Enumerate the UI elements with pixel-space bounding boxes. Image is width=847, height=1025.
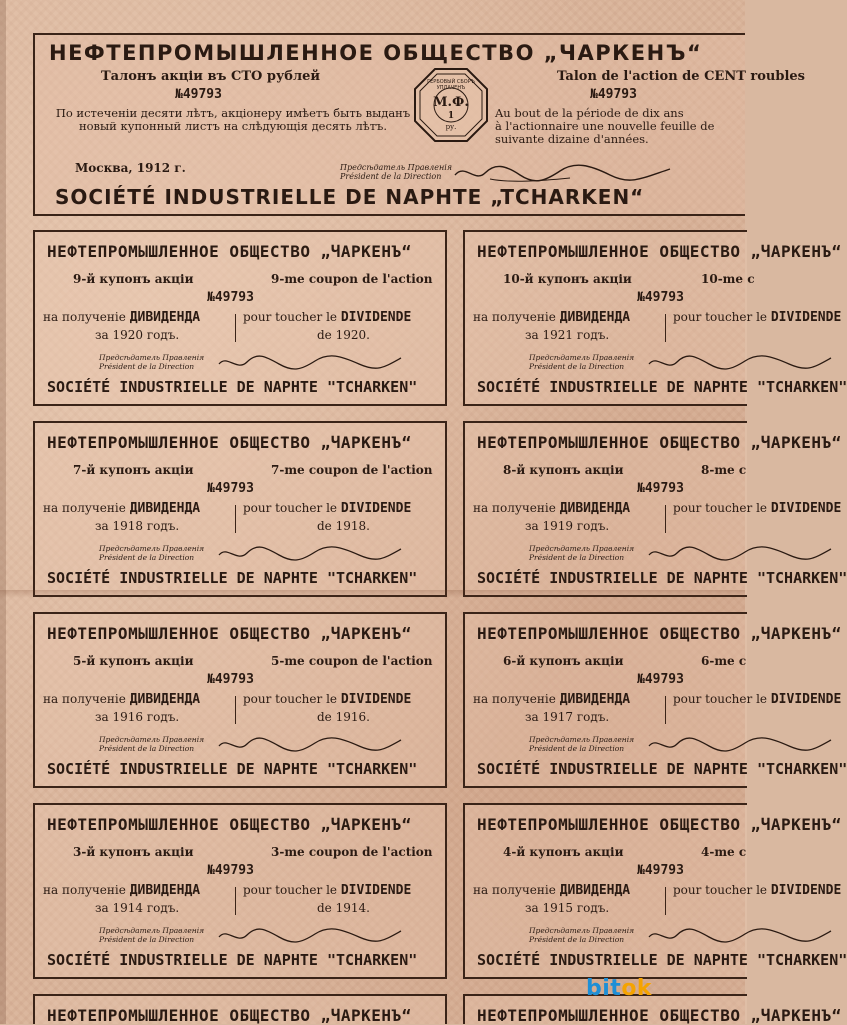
coupon-dividend-fr: pour toucher le DIVIDENDE [243, 692, 412, 707]
place-date: Москва, 1912 г. [75, 161, 186, 175]
share-number-fr: №49793 [590, 87, 637, 102]
watermark-text-b: ok [621, 976, 653, 1001]
talon-text-fr: Au bout de la période de dix ans à l'actionnaire une nouvelle feuille de suivante dizaine d'années. [495, 106, 715, 146]
stamp-center-text: М.Ф. [433, 95, 469, 110]
coupon-divider [665, 696, 666, 724]
coupon-label-fr: 7-me coupon de l'action [271, 463, 433, 477]
coupon-chairman-label: Предсѣдатель Правленія Président de la Direction [99, 926, 205, 944]
coupon-title-fr: SOCIÉTÉ INDUSTRIELLE DE NAPHTE "TCHARKEN" [47, 569, 418, 587]
coupon-number: №49793 [207, 672, 254, 687]
dividend-coupon [33, 803, 447, 979]
coupon-number: №49793 [207, 290, 254, 305]
coupon-signature-icon [215, 543, 405, 565]
coupon-title-fr: SOCIÉTÉ INDUSTRIELLE DE NAPHTE "TCHARKEN" [477, 951, 847, 969]
coupon-divider [665, 314, 666, 342]
company-title-fr: SOCIÉTÉ INDUSTRIELLE DE NAPHTE „TCHARKEN“ [55, 185, 645, 209]
coupon-year-ru: за 1916 годъ. [95, 710, 180, 724]
coupon-year-fr: de 1918. [317, 519, 370, 533]
coupon-dividend-fr: pour toucher le DIVIDENDE [673, 501, 842, 516]
coupon-title-ru: НЕФТЕПРОМЫШЛЕННОЕ ОБЩЕСТВО „ЧАРКЕНЪ“ [477, 242, 842, 261]
paper-fold-shadow [0, 590, 745, 598]
coupon-chairman-label: Предсѣдатель Правленія Président de la Direction [99, 735, 205, 753]
coupon-dividend-ru: на полученіе ДИВИДЕНДА [473, 692, 631, 707]
coupon-title-ru: НЕФТЕПРОМЫШЛЕННОЕ ОБЩЕСТВО „ЧАРКЕНЪ“ [47, 624, 412, 643]
coupon-title-fr: SOCIÉTÉ INDUSTRIELLE DE NAPHTE "TCHARKEN" [477, 760, 847, 778]
coupon-dividend-fr: pour toucher le DIVIDENDE [243, 310, 412, 325]
coupon-number: №49793 [637, 290, 684, 305]
coupon-dividend-fr: pour toucher le DIVIDENDE [243, 883, 412, 898]
dividend-coupon [33, 612, 447, 788]
coupon-divider [665, 887, 666, 915]
coupon-number: №49793 [637, 863, 684, 878]
coupon-dividend-ru: на полученіе ДИВИДЕНДА [43, 501, 201, 516]
stamp-value: 1 [447, 111, 455, 121]
coupon-title-fr: SOCIÉTÉ INDUSTRIELLE DE NAPHTE "TCHARKEN" [47, 951, 418, 969]
talon-label-ru: Талонъ акціи въ СТО рублей [101, 69, 321, 84]
watermark-logo [586, 976, 652, 1001]
coupon-label-fr: 5-me coupon de l'action [271, 654, 433, 668]
coupon-number: №49793 [207, 863, 254, 878]
coupon-year-ru: за 1921 годъ. [525, 328, 610, 342]
coupon-title-ru: НЕФТЕПРОМЫШЛЕННОЕ ОБЩЕСТВО „ЧАРКЕНЪ“ [477, 624, 842, 643]
coupon-dividend-ru: на полученіе ДИВИДЕНДА [43, 692, 201, 707]
coupon-year-fr: de 1914. [317, 901, 370, 915]
dividend-coupon [463, 612, 847, 788]
chairman-signature-icon [450, 161, 675, 185]
coupon-signature-icon [215, 734, 405, 756]
dividend-coupon [33, 230, 447, 406]
dividend-coupon-partial [33, 994, 447, 1024]
coupon-signature-icon [215, 925, 405, 947]
coupon-dividend-fr: pour toucher le DIVIDENDE [673, 883, 842, 898]
coupon-title-ru: НЕФТЕПРОМЫШЛЕННОЕ ОБЩЕСТВО „ЧАРКЕНЪ“ [47, 433, 412, 452]
coupon-title-fr: SOCIÉTÉ INDUSTRIELLE DE NAPHTE "TCHARKEN" [47, 378, 418, 396]
watermark-text-a: bit [586, 976, 622, 1001]
coupon-number: №49793 [637, 481, 684, 496]
coupon-year-ru: за 1919 годъ. [525, 519, 610, 533]
coupon-label-fr: 8-me c [701, 463, 747, 477]
coupon-label-ru: 7-й купонъ акціи [73, 463, 194, 477]
coupon-label-fr: 6-me c [701, 654, 747, 668]
coupon-divider [235, 314, 236, 342]
coupon-divider [235, 696, 236, 724]
coupon-label-fr: 10-me c [701, 272, 755, 286]
share-number-ru: №49793 [175, 87, 222, 102]
coupon-dividend-ru: на полученіе ДИВИДЕНДА [473, 310, 631, 325]
coupon-dividend-ru: на полученіе ДИВИДЕНДА [43, 310, 201, 325]
coupon-chairman-label: Предсѣдатель Правленія Président de la Direction [529, 735, 635, 753]
coupon-dividend-fr: pour toucher le DIVIDENDE [673, 310, 842, 325]
talon-text-ru: По истеченіи десяти лѣтъ, акціонеру имѣетъ быть выданъ новый купонный листъ на слѣдующія десять лѣтъ. [55, 106, 411, 133]
coupon-signature-icon [645, 352, 835, 374]
revenue-stamp [413, 67, 489, 143]
dividend-coupon [463, 421, 847, 597]
coupon-label-fr: 9-me coupon de l'action [271, 272, 433, 286]
coupon-title-fr: SOCIÉTÉ INDUSTRIELLE DE NAPHTE "TCHARKEN" [47, 760, 418, 778]
coupon-year-fr: de 1916. [317, 710, 370, 724]
coupon-signature-icon [645, 543, 835, 565]
coupon-title-ru: НЕФТЕПРОМЫШЛЕННОЕ ОБЩЕСТВО „ЧАРКЕНЪ“ [477, 815, 842, 834]
coupon-dividend-fr: pour toucher le DIVIDENDE [673, 692, 842, 707]
coupon-dividend-fr: pour toucher le DIVIDENDE [243, 501, 412, 516]
company-title-ru: НЕФТЕПРОМЫШЛЕННОЕ ОБЩЕСТВО „ЧАРКЕНЪ“ [49, 41, 703, 65]
coupon-signature-icon [645, 925, 835, 947]
stamp-top-text: ГЕРБОВЫЙ СБОРЪ УПЛАЧЕНЪ [427, 79, 475, 91]
coupon-year-ru: за 1920 годъ. [95, 328, 180, 342]
chairman-label: Предсѣдатель Правленія Président de la Direction [340, 163, 453, 181]
coupon-signature-icon [645, 734, 835, 756]
coupon-year-ru: за 1914 годъ. [95, 901, 180, 915]
coupon-chairman-label: Предсѣдатель Правленія Président de la Direction [99, 353, 205, 371]
talon-label-fr: Talon de l'action de CENT roubles [557, 69, 805, 84]
coupon-label-ru: 5-й купонъ акціи [73, 654, 194, 668]
left-edge-shadow [0, 0, 6, 1024]
coupon-title-ru: НЕФТЕПРОМЫШЛЕННОЕ ОБЩЕСТВО „ЧАРКЕНЪ“ [47, 242, 412, 261]
dividend-coupon [463, 803, 847, 979]
coupon-divider [235, 887, 236, 915]
coupon-chairman-label: Предсѣдатель Правленія Président de la Direction [529, 544, 635, 562]
coupon-label-ru: 10-й купонъ акціи [503, 272, 632, 286]
coupon-label-fr: 4-me c [701, 845, 747, 859]
coupon-signature-icon [215, 352, 405, 374]
share-talon-header [33, 33, 805, 216]
coupon-number: №49793 [637, 672, 684, 687]
coupon-title-ru: НЕФТЕПРОМЫШЛЕННОЕ ОБЩЕСТВО „ЧАРКЕНЪ“ [47, 815, 412, 834]
coupon-divider [235, 505, 236, 533]
coupon-title-ru: НЕФТЕПРОМЫШЛЕННОЕ ОБЩЕСТВО „ЧАРКЕНЪ“ [477, 433, 842, 452]
coupon-dividend-ru: на полученіе ДИВИДЕНДА [473, 883, 631, 898]
coupon-year-ru: за 1917 годъ. [525, 710, 610, 724]
coupon-divider [665, 505, 666, 533]
coupon-title-fr: SOCIÉTÉ INDUSTRIELLE DE NAPHTE "TCHARKEN" [477, 378, 847, 396]
coupon-chairman-label: Предсѣдатель Правленія Président de la Direction [529, 353, 635, 371]
coupon-chairman-label: Предсѣдатель Правленія Président de la Direction [529, 926, 635, 944]
dividend-coupon [33, 421, 447, 597]
coupon-number: №49793 [207, 481, 254, 496]
coupon-label-ru: 8-й купонъ акціи [503, 463, 624, 477]
coupon-label-ru: 9-й купонъ акціи [73, 272, 194, 286]
coupon-title-fr: SOCIÉTÉ INDUSTRIELLE DE NAPHTE "TCHARKEN" [477, 569, 847, 587]
coupon-label-ru: 6-й купонъ акціи [503, 654, 624, 668]
coupon-title-ru: НЕФТЕПРОМЫШЛЕННОЕ ОБЩЕСТВО „ЧАРКЕНЪ“ [47, 1006, 412, 1025]
coupon-chairman-label: Предсѣдатель Правленія Président de la Direction [99, 544, 205, 562]
coupon-year-ru: за 1918 годъ. [95, 519, 180, 533]
coupon-label-ru: 3-й купонъ акціи [73, 845, 194, 859]
coupon-label-ru: 4-й купонъ акціи [503, 845, 624, 859]
coupon-dividend-ru: на полученіе ДИВИДЕНДА [43, 883, 201, 898]
coupon-year-ru: за 1915 годъ. [525, 901, 610, 915]
coupon-dividend-ru: на полученіе ДИВИДЕНДА [473, 501, 631, 516]
coupon-year-fr: de 1920. [317, 328, 370, 342]
dividend-coupon [463, 230, 847, 406]
coupon-label-fr: 3-me coupon de l'action [271, 845, 433, 859]
stamp-unit: ру. [445, 123, 457, 131]
coupon-title-ru: НЕФТЕПРОМЫШЛЕННОЕ ОБЩЕСТВО „ЧАРКЕНЪ“ [477, 1006, 842, 1025]
